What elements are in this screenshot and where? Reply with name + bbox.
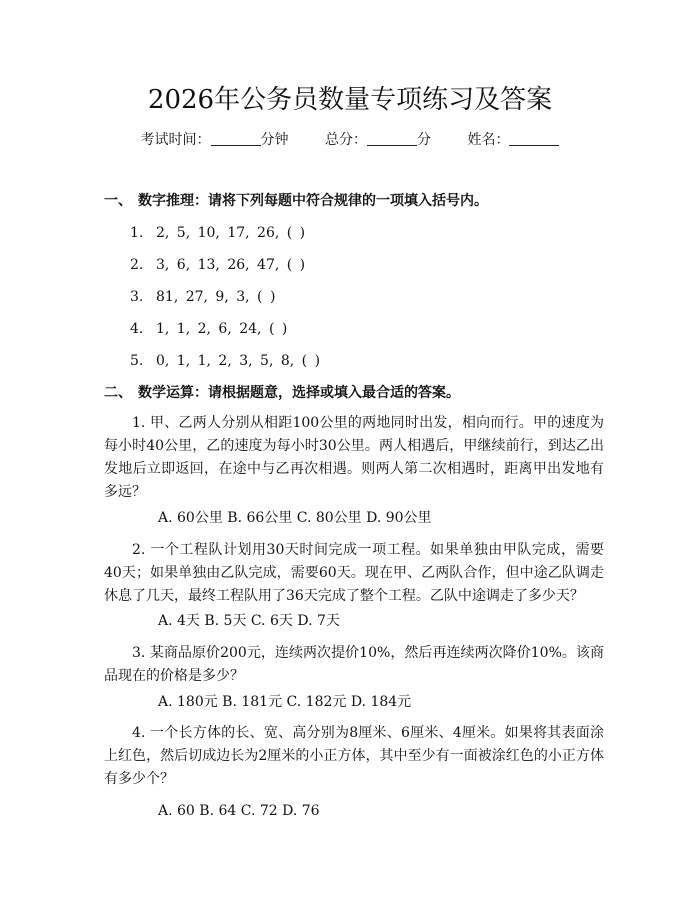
question-4: 4. 一个长方体的长、宽、高分别为8厘米、6厘米、4厘米。如果将其表面涂上红色，然后切成边长为2厘米的小正方体，其中至少有一面被涂红色的小正方体有多少个？ bbox=[104, 725, 604, 787]
total-score-label: 总分： bbox=[325, 132, 367, 148]
item-number: 5. bbox=[130, 353, 144, 369]
sequence-item bbox=[130, 255, 305, 275]
exam-time-label: 考试时间： bbox=[140, 132, 211, 148]
item-text: 1, 1, 2, 6, 24, ( ) bbox=[156, 321, 288, 337]
question-3-options: A. 180元 B. 181元 C. 182元 D. 184元 bbox=[158, 694, 412, 710]
exam-time-field bbox=[141, 132, 289, 148]
sequence-item bbox=[130, 287, 275, 307]
total-score-field bbox=[325, 132, 431, 148]
item-text: 2, 5, 10, 17, 26, ( ) bbox=[156, 225, 306, 241]
question-2: 2. 一个工程队计划用30天时间完成一项工程。如果单独由甲队完成，需要40天；如果单独由乙队完成，需要60天。现在甲、乙两队合作，但中途乙队调走休息了几天，最终工程队用了36天完成了整个工程。乙队中途调走了多少天？ bbox=[104, 542, 604, 604]
name-label: 姓名： bbox=[467, 132, 510, 148]
exam-time-unit: 分钟 bbox=[260, 132, 289, 148]
question-1-options: A. 60公里 B. 66公里 C. 80公里 D. 90公里 bbox=[158, 510, 432, 526]
item-text: 81, 27, 9, 3, ( ) bbox=[156, 289, 276, 305]
section-2-number: 二、 bbox=[104, 385, 132, 401]
question-3: 3. 某商品原价200元，连续两次提价10%，然后再连续两次降价10%。该商品现在的价格是多少？ bbox=[104, 645, 604, 684]
name-blank bbox=[509, 131, 559, 146]
exam-info-line bbox=[0, 130, 700, 150]
exam-time-blank bbox=[211, 131, 261, 146]
page-title: 2026年公务员数量专项练习及答案 bbox=[147, 85, 553, 115]
item-number: 3. bbox=[130, 289, 144, 305]
sequence-item bbox=[130, 319, 287, 339]
section-1-number: 一、 bbox=[104, 193, 132, 209]
question-1: 1. 甲、乙两人分别从相距100公里的两地同时出发，相向而行。甲的速度为每小时40公里，乙的速度为每小时30公里。两人相遇后，甲继续前行，到达乙出发地后立即返回，在途中与乙再次相遇。则两人第二次相遇时，距离甲出发地有多远？ bbox=[104, 415, 604, 500]
question-2-options: A. 4天 B. 5天 C. 6天 D. 7天 bbox=[158, 613, 340, 629]
total-score-blank bbox=[367, 131, 417, 146]
section-2-heading bbox=[104, 383, 460, 403]
name-field bbox=[467, 132, 559, 148]
section-1-heading bbox=[104, 191, 488, 211]
section-2-title: 数学运算：请根据题意，选择或填入最合适的答案。 bbox=[138, 385, 460, 401]
sequence-item bbox=[130, 223, 305, 243]
item-text: 0, 1, 1, 2, 3, 5, 8, ( ) bbox=[156, 353, 321, 369]
item-text: 3, 6, 13, 26, 47, ( ) bbox=[156, 257, 306, 273]
question-4-options: A. 60 B. 64 C. 72 D. 76 bbox=[158, 803, 320, 819]
item-number: 4. bbox=[130, 321, 144, 337]
sequence-item bbox=[130, 351, 320, 371]
item-number: 2. bbox=[130, 257, 144, 273]
section-1-title: 数字推理：请将下列每题中符合规律的一项填入括号内。 bbox=[138, 193, 488, 209]
total-score-unit: 分 bbox=[417, 132, 431, 148]
item-number: 1. bbox=[130, 225, 144, 241]
